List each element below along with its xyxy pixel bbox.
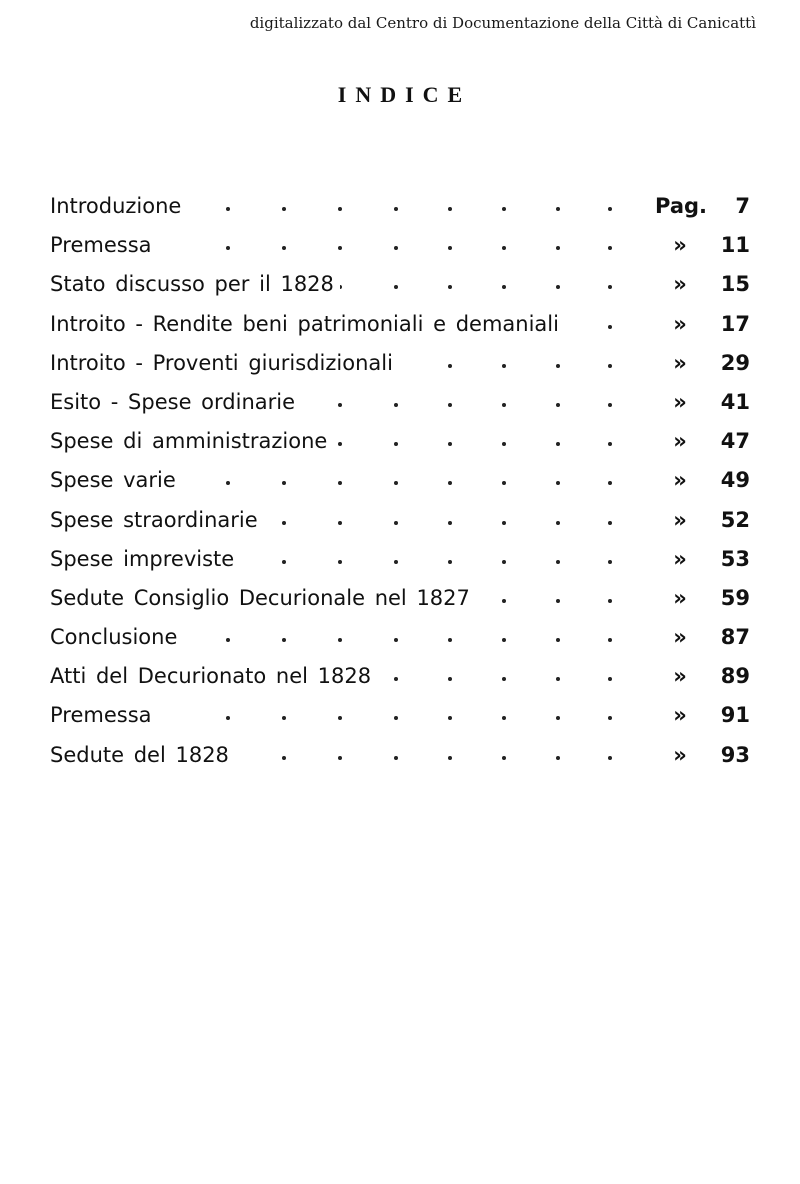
leader-dot — [502, 403, 506, 407]
toc-entry-title: Sedute del 1828 — [50, 736, 235, 775]
toc-entry-page-number: 93 — [720, 742, 750, 767]
leader-dot — [608, 677, 612, 681]
toc-entry-title: Atti del Decurionato nel 1828 — [50, 657, 377, 696]
toc-entry — [50, 187, 750, 226]
toc-entry — [50, 461, 750, 500]
leader-dot — [556, 246, 560, 250]
toc-entry-title: Spese impreviste — [50, 540, 240, 579]
leader-dot — [338, 756, 342, 760]
toc-entry-page-number: 29 — [720, 350, 750, 375]
toc-entry-page-number: 11 — [720, 233, 750, 258]
leader-dot — [502, 521, 506, 525]
leader-dot — [556, 560, 560, 564]
toc-entry-marker: » — [673, 468, 687, 493]
leader-dot — [282, 207, 286, 211]
toc-entry-title: Stato discusso per il 1828 — [50, 265, 340, 304]
toc-entry-marker: » — [673, 742, 687, 767]
toc-entry-page-number: 59 — [720, 585, 750, 610]
leader-dot — [282, 481, 286, 485]
leader-dot — [556, 285, 560, 289]
leader-dot — [448, 364, 452, 368]
table-of-contents — [50, 187, 750, 775]
leader-dot — [608, 481, 612, 485]
leader-dot — [448, 207, 452, 211]
leader-dot — [556, 716, 560, 720]
leader-dot — [394, 285, 398, 289]
toc-entry-marker: » — [673, 546, 687, 571]
leader-dot — [502, 246, 506, 250]
leader-dot — [556, 599, 560, 603]
leader-dot — [394, 403, 398, 407]
toc-entry-page-number: 47 — [720, 429, 750, 454]
toc-entry-marker: » — [673, 585, 687, 610]
digitization-watermark: digitalizzato dal Centro di Documentazione della Città di Canicattì — [249, 14, 756, 32]
toc-entry-marker: » — [673, 625, 687, 650]
leader-dot — [448, 246, 452, 250]
leader-dot — [608, 560, 612, 564]
leader-dot — [556, 442, 560, 446]
toc-entry-page-number: 87 — [720, 625, 750, 650]
leader-dot — [448, 677, 452, 681]
leader-dot — [502, 677, 506, 681]
leader-dot — [226, 207, 230, 211]
leader-dot — [394, 677, 398, 681]
toc-entry — [50, 501, 750, 540]
toc-entry-page-number: 49 — [720, 468, 750, 493]
toc-entry — [50, 305, 750, 344]
toc-entry-marker: » — [673, 233, 687, 258]
leader-dot — [608, 207, 612, 211]
leader-dot — [448, 481, 452, 485]
leader-dot — [556, 481, 560, 485]
leader-dot — [608, 325, 612, 329]
leader-dot — [394, 481, 398, 485]
toc-entry-marker: » — [673, 389, 687, 414]
toc-entry-marker: » — [673, 429, 687, 454]
leader-dot — [608, 599, 612, 603]
toc-entry-title: Sedute Consiglio Decurionale nel 1827 — [50, 579, 476, 618]
toc-entry — [50, 579, 750, 618]
toc-entry — [50, 540, 750, 579]
leader-dot — [338, 403, 342, 407]
toc-entry-page-number: 17 — [720, 311, 750, 336]
toc-entry-title: Spese straordinarie — [50, 501, 264, 540]
leader-dot — [338, 246, 342, 250]
leader-dot — [502, 285, 506, 289]
toc-entry-title: Premessa — [50, 696, 158, 735]
toc-entry-title: Spese varie — [50, 461, 182, 500]
leader-dot — [608, 638, 612, 642]
leader-dot — [608, 246, 612, 250]
toc-entry-title: Introito - Proventi giurisdizionali — [50, 344, 399, 383]
leader-dot — [448, 285, 452, 289]
toc-entry-page-number: 89 — [720, 664, 750, 689]
leader-dot — [394, 521, 398, 525]
toc-entry-marker: » — [673, 703, 687, 728]
leader-dot — [556, 364, 560, 368]
leader-dot — [338, 716, 342, 720]
leader-dot — [502, 364, 506, 368]
leader-dot — [394, 246, 398, 250]
page-title: INDICE — [337, 82, 472, 107]
toc-entry — [50, 618, 750, 657]
toc-entry-title: Esito - Spese ordinarie — [50, 383, 301, 422]
toc-entry — [50, 736, 750, 775]
leader-dot — [282, 756, 286, 760]
toc-entry-marker: » — [673, 311, 687, 336]
leader-dot — [394, 716, 398, 720]
leader-dot — [556, 638, 560, 642]
toc-entry-marker: Pag. — [655, 194, 708, 218]
leader-dot — [338, 560, 342, 564]
toc-entry-page-number: 53 — [720, 546, 750, 571]
leader-dot — [502, 756, 506, 760]
toc-entry — [50, 344, 750, 383]
toc-entry-title: Conclusione — [50, 618, 183, 657]
leader-dot — [608, 521, 612, 525]
leader-dot — [338, 521, 342, 525]
leader-dot — [608, 442, 612, 446]
leader-dot — [282, 246, 286, 250]
toc-entry — [50, 422, 750, 461]
toc-entry-marker: » — [673, 664, 687, 689]
leader-dot — [502, 599, 506, 603]
leader-dot — [448, 442, 452, 446]
leader-dot — [394, 756, 398, 760]
leader-dot — [556, 207, 560, 211]
toc-entry — [50, 696, 750, 735]
toc-entry — [50, 657, 750, 696]
leader-dot — [608, 364, 612, 368]
leader-dot — [608, 403, 612, 407]
leader-dot — [502, 560, 506, 564]
leader-dot — [338, 442, 342, 446]
toc-entry — [50, 383, 750, 422]
leader-dot — [502, 442, 506, 446]
toc-entry-page-number: 15 — [720, 272, 750, 297]
leader-dot — [556, 403, 560, 407]
toc-entry-title: Introito - Rendite beni patrimoniali e demaniali — [50, 305, 565, 344]
leader-dot — [226, 638, 230, 642]
leader-dot — [338, 638, 342, 642]
toc-entry-page-number: 91 — [720, 703, 750, 728]
leader-dot — [394, 560, 398, 564]
leader-dot — [282, 521, 286, 525]
toc-entry-title: Premessa — [50, 226, 158, 265]
toc-entry — [50, 226, 750, 265]
toc-entry-title: Introduzione — [50, 187, 187, 226]
leader-dot — [448, 716, 452, 720]
leader-dot — [448, 403, 452, 407]
toc-entry-page-number: 41 — [720, 389, 750, 414]
leader-dot — [556, 677, 560, 681]
toc-entry-marker: » — [673, 507, 687, 532]
toc-entry-page-number: 7 — [735, 194, 750, 218]
leader-dot — [226, 716, 230, 720]
leader-dot — [448, 521, 452, 525]
toc-entry — [50, 265, 750, 304]
leader-dot — [502, 716, 506, 720]
leader-dot — [282, 560, 286, 564]
leader-dot — [226, 246, 230, 250]
toc-entry-page-number: 52 — [720, 507, 750, 532]
leader-dot — [448, 638, 452, 642]
leader-dot — [282, 716, 286, 720]
toc-entry-title: Spese di amministrazione — [50, 422, 333, 461]
leader-dot — [448, 756, 452, 760]
leader-dot — [338, 207, 342, 211]
leader-dot — [502, 207, 506, 211]
leader-dot — [502, 481, 506, 485]
leader-dot — [394, 207, 398, 211]
leader-dot — [608, 716, 612, 720]
leader-dot — [394, 638, 398, 642]
leader-dot — [282, 638, 286, 642]
leader-dot — [502, 638, 506, 642]
leader-dot — [556, 756, 560, 760]
leader-dot — [448, 560, 452, 564]
leader-dot — [608, 756, 612, 760]
leader-dot — [338, 481, 342, 485]
leader-dot — [226, 481, 230, 485]
leader-dot — [556, 521, 560, 525]
toc-entry-marker: » — [673, 350, 687, 375]
leader-dot — [394, 442, 398, 446]
toc-entry-marker: » — [673, 272, 687, 297]
leader-dot — [608, 285, 612, 289]
